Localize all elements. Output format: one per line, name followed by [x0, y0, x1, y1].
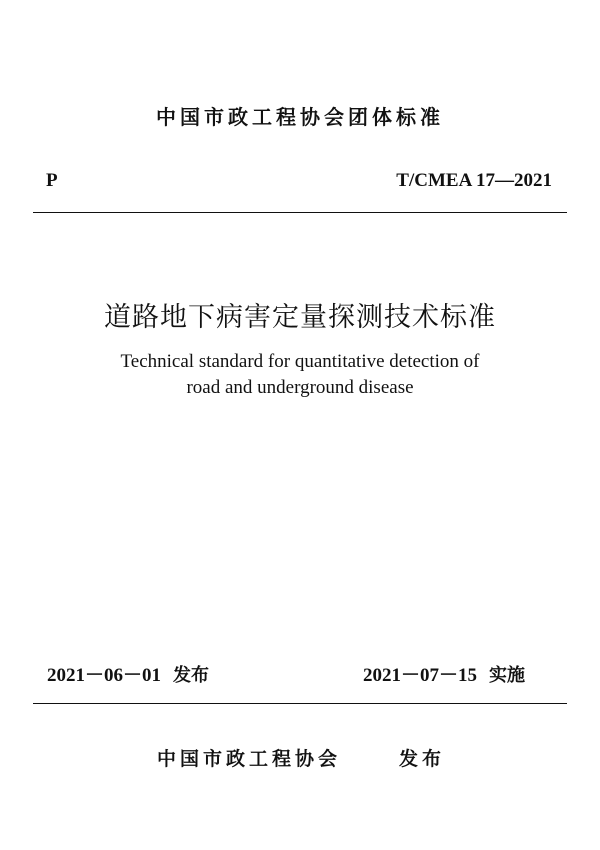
publish-date-label: 发布 — [173, 665, 210, 686]
implement-date-group — [363, 660, 525, 687]
category-code: P — [46, 170, 58, 191]
footer-organization: 中国市政工程协会 — [157, 748, 342, 770]
footer-publish-label: 发布 — [399, 748, 446, 770]
standard-title-english-line2: road and underground disease — [186, 377, 414, 398]
publish-date-group — [47, 660, 209, 687]
header-title: 中国市政工程协会团体标准 — [156, 105, 444, 129]
top-divider — [33, 212, 567, 213]
implement-date: 2021－07－15 — [363, 665, 478, 686]
standard-title-chinese: 道路地下病害定量探测技术标准 — [104, 302, 496, 333]
publish-date: 2021－06－01 — [47, 665, 162, 686]
implement-date-label: 实施 — [489, 665, 526, 686]
bottom-divider — [33, 703, 567, 704]
standard-number: T/CMEA 17—2021 — [396, 170, 552, 191]
standard-title-english-line1: Technical standard for quantitative detection of — [120, 351, 480, 372]
